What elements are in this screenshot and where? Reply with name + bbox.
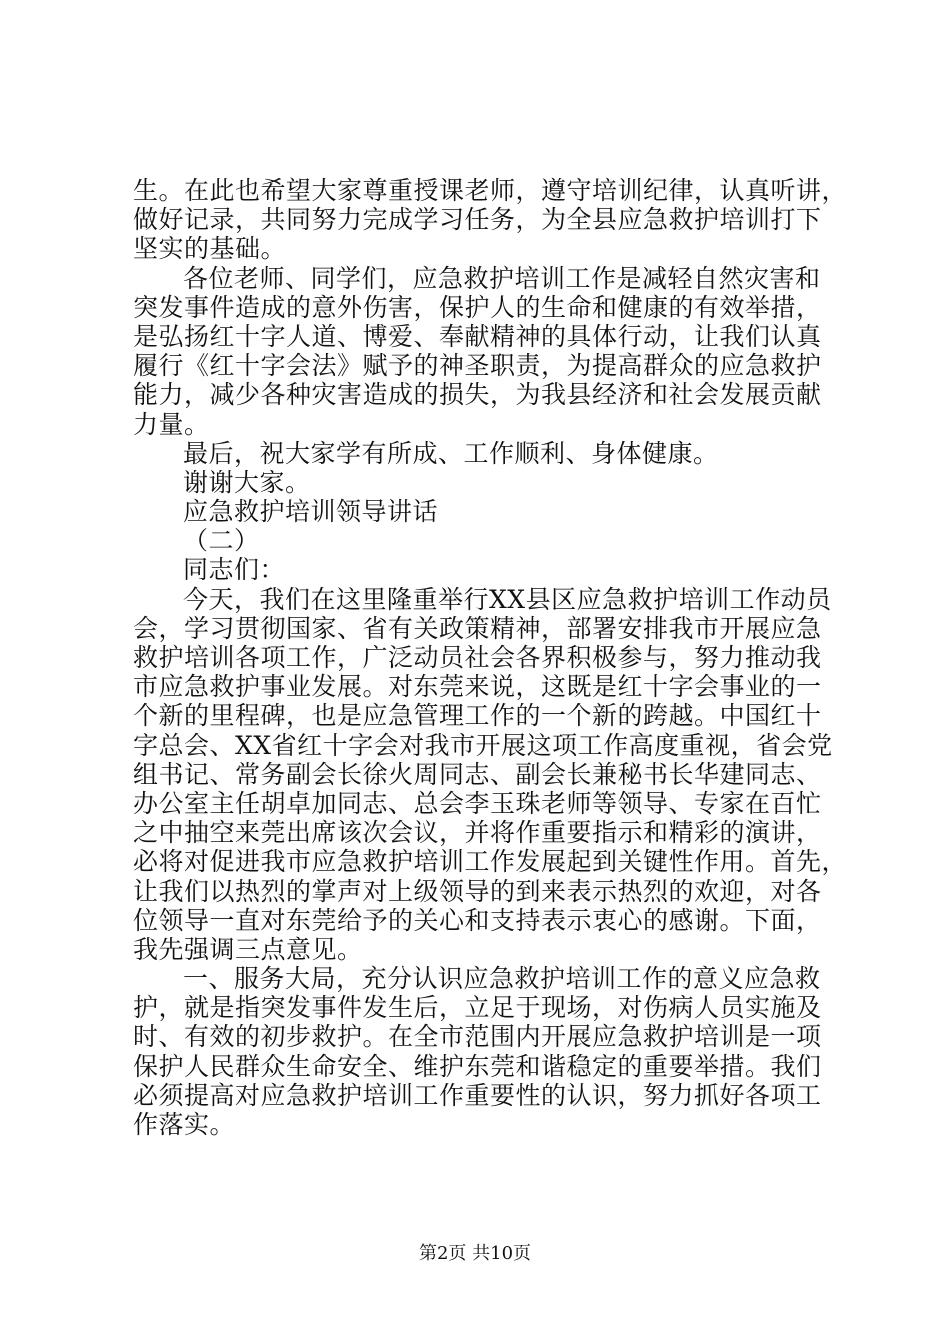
text-line: 组书记、常务副会长徐火周同志、副会长兼秘书长华建同志、 (133, 759, 822, 789)
text-line: 应急救护培训领导讲话 (183, 497, 439, 527)
text-line: 时、有效的初步救护。在全市范围内开展应急救护培训是一项 (133, 1022, 822, 1052)
text-line: 字总会、XX省红十字会对我市开展这项工作高度重视，省会党 (133, 730, 833, 760)
text-line: 突发事件造成的意外伤害，保护人的生命和健康的有效举措， (133, 292, 822, 322)
text-line: 力量。 (133, 409, 210, 439)
text-line: 救护培训各项工作，广泛动员社会各界积极参与，努力推动我 (133, 643, 822, 672)
text-line: 各位老师、同学们，应急救护培训工作是减轻自然灾害和 (183, 263, 821, 293)
text-line: 会，学习贯彻国家、省有关政策精神，部署安排我市开展应急 (133, 613, 822, 643)
text-line: 是弘扬红十字人道、博爱、奉献精神的具体行动，让我们认真 (133, 321, 822, 351)
text-line: 市应急救护事业发展。对东莞来说，这既是红十字会事业的一 (133, 672, 822, 702)
text-line: 做好记录，共同努力完成学习任务，为全县应急救护培训打下 (133, 205, 822, 235)
text-line: 个新的里程碑，也是应急管理工作的一个新的跨越。中国红十 (133, 701, 822, 731)
text-line: 之中抽空来莞出席该次会议，并将作重要指示和精彩的演讲， (133, 818, 822, 848)
text-line: 最后，祝大家学有所成、工作顺利、身体健康。 (183, 438, 719, 468)
text-line: 坚实的基础。 (133, 234, 287, 264)
text-line: 让我们以热烈的掌声对上级领导的到来表示热烈的欢迎，对各 (133, 876, 822, 906)
page-footer: 第2页 共10页 (418, 1243, 532, 1264)
text-line: 作落实。 (133, 1110, 236, 1139)
text-line: 护，就是指突发事件发生后，立足于现场，对伤病人员实施及 (133, 993, 822, 1023)
text-line: 我先强调三点意见。 (133, 934, 363, 964)
text-line: 一、服务大局，充分认识应急救护培训工作的意义应急救 (183, 964, 821, 994)
text-line: （二） (183, 526, 260, 556)
text-line: 履行《红十字会法》赋予的神圣职责，为提高群众的应急救护 (133, 351, 822, 381)
text-line: 办公室主任胡卓加同志、总会李玉珠老师等领导、专家在百忙 (133, 788, 822, 818)
text-line: 谢谢大家。 (183, 467, 311, 497)
text-line: 能力，减少各种灾害造成的损失，为我县经济和社会发展贡献 (133, 380, 822, 410)
text-line: 位领导一直对东莞给予的关心和支持表示衷心的感谢。下面， (133, 905, 822, 935)
text-line: 保护人民群众生命安全、维护东莞和谐稳定的重要举措。我们 (133, 1051, 822, 1081)
text-line: 今天，我们在这里隆重举行XX县区应急救护培训工作动员 (183, 584, 832, 614)
text-line: 同志们： (183, 555, 286, 585)
document-body (133, 176, 848, 1139)
text-line: 必须提高对应急救护培训工作重要性的认识，努力抓好各项工 (133, 1080, 822, 1110)
text-line: 生。在此也希望大家尊重授课老师，遵守培训纪律，认真听讲， (133, 176, 848, 205)
text-line: 必将对促进我市应急救护培训工作发展起到关键性作用。首先， (133, 847, 848, 877)
